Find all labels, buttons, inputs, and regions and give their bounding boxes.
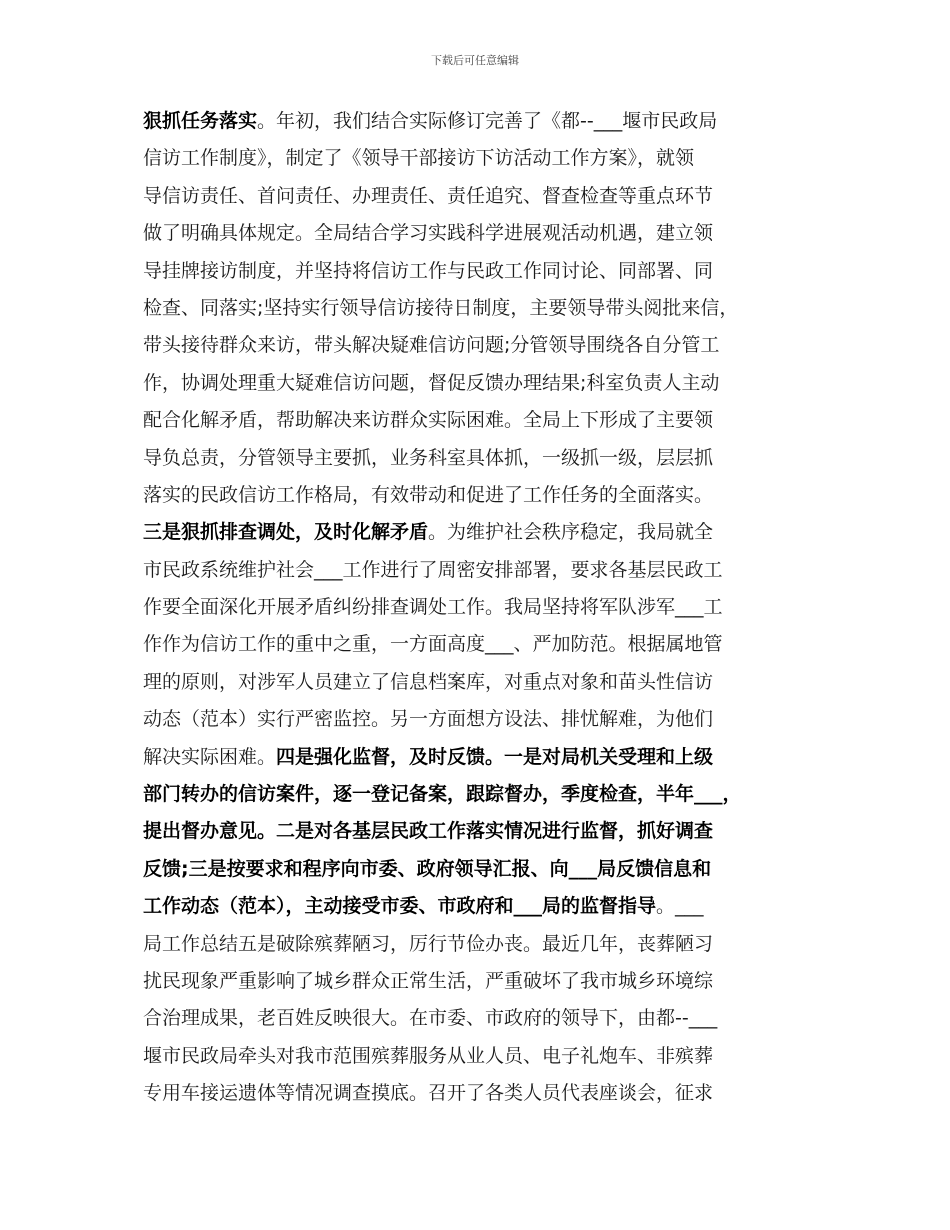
text-run: 检查、同落实;坚持实行领导信访接待日制度，主要领导带头阅批来信， [143,296,739,319]
text-run: 专用车接运遗体等情况调查摸底。召开了各类人员代表座谈会，征求 [143,1082,714,1105]
text-run: 配合化解矛盾，帮助解决来访群众实际困难。全局上下形成了主要领 [143,409,714,432]
text-line [143,664,811,701]
bold-text-run: 部门转办的信访案件，逐一登记备案，跟踪督办，季度检查，半年___， [143,783,742,806]
text-line [143,514,811,551]
text-line [143,1038,811,1075]
text-run: 。为维护社会秩序稳定，我局就全 [428,521,714,544]
bold-text-run: 四是强化监督，及时反馈。一是对局机关受理和上级 [276,745,714,768]
text-line [143,963,811,1000]
bold-text-run: 提出督办意见。二是对各基层民政工作落实情况进行监督，抓好调查 [143,820,714,843]
bold-text-run: 狠抓任务落实 [143,110,258,132]
text-line [143,402,811,439]
text-run: 。年初，我们结合实际修订完善了《都--___堰市民政局 [257,110,718,132]
text-line [143,851,811,888]
text-run: 带头接待群众来访，带头解决疑难信访问题;分管领导围绕各自分管工 [143,334,720,357]
text-line [143,926,811,963]
text-line [143,365,811,402]
text-run: 导负总责，分管领导主要抓，业务科室具体抓，一级抓一级，层层抓 [143,446,714,469]
bold-text-run: 三是狠抓排查调处，及时化解矛盾 [143,521,429,544]
text-line [143,215,811,252]
text-line [143,290,811,327]
text-line [143,813,811,850]
text-line [143,626,811,663]
document-body [143,103,811,1113]
text-run: 动态（范本）实行严密监控。另一方面想方设法、排忧解难，为他们 [143,708,714,731]
text-run: 导信访责任、首问责任、办理责任、责任追究、督查检查等重点环节 [143,184,714,207]
text-run: 作要全面深化开展矛盾纠纷排查调处工作。我局坚持将军队涉军___工 [143,596,723,619]
bold-text-run: 工作动态（范本），主动接受市委、市政府和___局的监督指导 [143,895,657,918]
text-line [143,327,811,364]
text-run: 理的原则，对涉军人员建立了信息档案库，对重点对象和苗头性信访 [143,670,714,693]
text-line [143,701,811,738]
text-run: 。___ [656,895,704,918]
text-run: 解决实际困难。 [143,745,277,768]
text-run: 扰民现象严重影响了城乡群众正常生活，严重破坏了我市城乡环境综 [143,969,714,992]
text-line [143,552,811,589]
text-run: 落实的民政信访工作格局，有效带动和促进了工作任务的全面落实。 [143,483,714,506]
text-run: 作作为信访工作的重中之重，一方面高度___、严加防范。根据属地管 [143,633,723,656]
text-line [143,739,811,776]
text-line [143,103,811,140]
text-run: 市民政系统维护社会___工作进行了周密安排部署，要求各基层民政工 [143,558,723,581]
text-run: 信访工作制度》，制定了《领导干部接访下访活动工作方案》，就领 [143,147,695,170]
text-run: 做了明确具体规定。全局结合学习实践科学进展观活动机遇，建立领 [143,222,714,245]
bold-text-run: 反馈;三是按要求和程序向市委、政府领导汇报、向___局反馈信息和 [143,857,712,880]
text-line [143,140,811,177]
text-line [143,440,811,477]
text-line [143,888,811,925]
text-run: 局工作总结五是破除殡葬陋习，厉行节俭办丧。最近几年，丧葬陋习 [143,932,714,955]
text-line [143,1075,811,1112]
text-line [143,589,811,626]
text-line [143,776,811,813]
text-run: 堰市民政局牵头对我市范围殡葬服务从业人员、电子礼炮车、非殡葬 [143,1044,714,1067]
page-header-note: 下载后可任意编辑 [431,54,519,67]
text-line [143,477,811,514]
text-run: 作，协调处理重大疑难信访问题，督促反馈办理结果;科室负责人主动 [143,371,720,394]
text-run: 导挂牌接访制度，并坚持将信访工作与民政工作同讨论、同部署、同 [143,259,714,282]
text-line [143,253,811,290]
text-run: 合治理成果，老百姓反映很大。在市委、市政府的领导下，由都--___ [143,1007,718,1030]
text-line [143,1000,811,1037]
text-line [143,178,811,215]
